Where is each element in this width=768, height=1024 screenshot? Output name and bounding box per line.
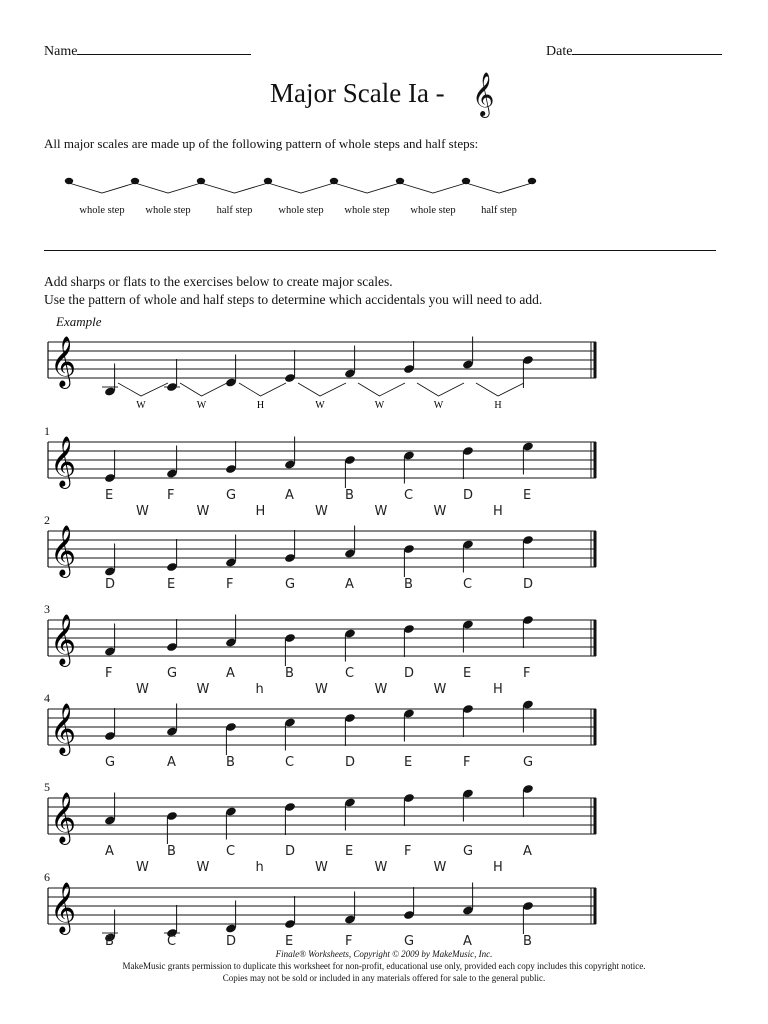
footer-line-1: Finale® Worksheets, Copyright © 2009 by MakeMusic, Inc. [275,949,493,959]
handwritten-step-mark: W [433,504,447,519]
step-label: whole step [145,205,191,216]
handwritten-note-name: A [105,844,114,859]
exercise-staff [48,437,596,490]
exercise-staff [48,526,596,579]
instruction-line-2: Use the pattern of whole and half steps to determine which accidentals you will need to add. [44,292,543,307]
handwritten-note-name: D [105,577,116,592]
example-step-connector [118,383,168,396]
example-step-mark: W [196,400,207,411]
handwritten-note-name: C [404,488,414,503]
handwritten-step-mark: W [433,682,447,697]
example-step-mark: H [494,400,502,411]
handwritten-note-name: A [285,488,294,503]
handwritten-note-name: B [523,934,532,949]
treble-clef-icon: 𝄞 [472,72,495,116]
handwritten-note-name: D [226,934,237,949]
handwritten-note-name: A [226,666,235,681]
handwritten-step-mark: W [136,682,149,697]
handwritten-step-mark: W [315,682,328,697]
handwritten-note-name: G [167,666,178,681]
handwritten-note-name: G [463,844,474,859]
handwritten-step-mark: H [493,860,503,875]
handwritten-note-name: C [226,844,236,859]
handwritten-note-name: A [463,934,472,949]
handwritten-note-name: A [345,577,354,592]
handwritten-step-mark: H [255,504,266,519]
handwritten-note-name: C [285,755,295,770]
handwritten-note-name: E [167,577,176,592]
treble-clef-icon: 𝄞 [50,883,77,932]
exercise-number: 1 [44,424,50,438]
step-label: whole step [79,205,125,216]
exercise-number: 6 [44,870,50,884]
handwritten-note-name: E [523,488,532,503]
step-label: whole step [344,205,390,216]
handwritten-note-name: D [345,755,356,770]
handwritten-note-name: G [226,488,237,503]
example-label: Example [56,314,102,329]
handwritten-note-name: E [285,934,294,949]
handwritten-note-name: E [345,844,354,859]
handwritten-note-name: G [404,934,415,949]
handwritten-step-mark: H [493,682,503,697]
footer-line-3: Copies may not be sold or included in any materials offered for sale to the general public. [222,973,546,983]
exercise-staff [48,615,596,668]
handwritten-step-mark: W [374,860,388,875]
intro-text: All major scales are made up of the following pattern of whole steps and half steps: [44,136,479,151]
handwritten-note-name: A [167,755,176,770]
handwritten-note-name: D [523,577,534,592]
handwritten-step-mark: H [493,504,503,519]
exercise-staff [48,784,596,845]
example-step-connector [476,383,524,396]
handwritten-note-name: B [345,488,354,503]
handwritten-step-mark: W [196,682,210,697]
handwritten-note-name: F [345,934,353,949]
example-step-connector [358,383,405,396]
treble-clef-icon: 𝄞 [50,615,77,664]
handwritten-note-name: F [167,488,175,503]
handwritten-note-name: A [523,844,532,859]
exercise-number: 3 [44,602,50,616]
handwritten-note-name: F [226,577,234,592]
handwritten-note-name: B [105,934,114,949]
handwritten-step-mark: W [136,860,149,875]
copyright-footer [0,948,768,984]
handwritten-step-mark: h [255,860,264,875]
name-label: Name [44,44,78,59]
handwritten-step-mark: W [136,504,149,519]
handwritten-note-name: G [523,755,534,770]
handwritten-note-name: C [463,577,473,592]
step-label: whole step [278,205,324,216]
handwritten-step-mark: W [315,860,328,875]
title-text: Major Scale Ia - [270,78,445,108]
example-step-mark: W [136,400,146,411]
example-staff [48,337,596,412]
exercise-staff [48,699,596,756]
handwritten-step-mark: W [315,504,328,519]
handwritten-note-name: B [167,844,176,859]
handwritten-note-name: F [105,666,113,681]
date-label: Date [546,44,573,59]
example-step-mark: W [374,400,385,411]
step-label: half step [216,205,253,216]
handwritten-step-mark: W [374,682,388,697]
example-step-connector [239,383,286,396]
example-step-connector [417,383,464,396]
treble-clef-icon: 𝄞 [50,437,77,486]
treble-clef-icon: 𝄞 [50,704,77,753]
footer-line-2: MakeMusic grants permission to duplicate this worksheet for non-profit, educational use only, provided each copy includes this copyright notice. [122,961,646,971]
handwritten-note-name: C [167,934,177,949]
exercise-number: 2 [44,513,50,527]
exercise-number: 4 [44,691,50,705]
handwritten-note-name: G [105,755,116,770]
handwritten-note-name: G [285,577,296,592]
handwritten-note-name: F [404,844,412,859]
exercise-staff [48,883,596,943]
handwritten-note-name: B [226,755,235,770]
handwritten-note-name: D [404,666,415,681]
handwritten-note-name: F [463,755,471,770]
handwritten-note-name: B [404,577,413,592]
step-label: whole step [410,205,456,216]
handwritten-note-name: C [345,666,355,681]
handwritten-step-mark: W [196,504,210,519]
handwritten-step-mark: W [374,504,388,519]
handwritten-note-name: E [463,666,472,681]
handwritten-note-name: D [285,844,296,859]
treble-clef-icon: 𝄞 [50,793,77,842]
handwritten-note-name: E [404,755,413,770]
handwritten-note-name: B [285,666,294,681]
example-step-connector [298,383,346,396]
instruction-line-1: Add sharps or flats to the exercises below to create major scales. [44,274,393,289]
example-step-mark: W [315,400,325,411]
treble-clef-icon: 𝄞 [50,526,77,575]
step-label: half step [481,205,517,216]
exercise-number: 5 [44,780,50,794]
handwritten-step-mark: h [255,682,264,697]
treble-clef-icon: 𝄞 [50,337,77,386]
handwritten-step-mark: W [433,860,447,875]
example-step-mark: W [433,400,444,411]
handwritten-note-name: D [463,488,474,503]
handwritten-step-mark: W [196,860,210,875]
handwritten-note-name: E [105,488,114,503]
example-step-connector [180,383,227,396]
handwritten-note-name: F [523,666,531,681]
example-step-mark: H [256,400,265,411]
